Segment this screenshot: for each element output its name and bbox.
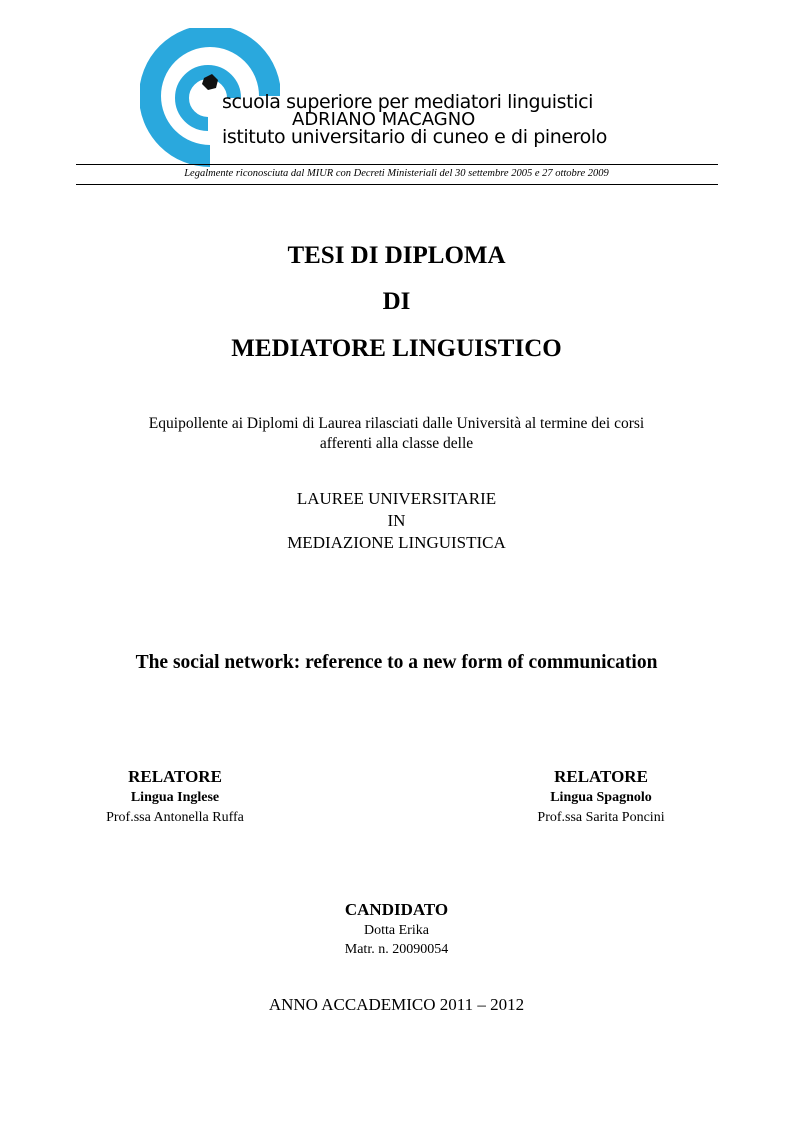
header-rule-top: [76, 164, 718, 165]
equipollence-line-1: Equipollente ai Diplomi di Laurea rilasciati dalle Università al termine dei corsi: [148, 415, 645, 432]
degree-class-line-1: LAUREE UNIVERSITARIE: [296, 489, 497, 508]
supervisor-english: [65, 766, 285, 828]
logo-text-institute: istituto universitario di cuneo e di pinerolo: [222, 126, 608, 148]
degree-class-line-2: IN: [387, 511, 406, 530]
degree-class-line-3: MEDIAZIONE LINGUISTICA: [287, 533, 506, 552]
equipollence-line-2: afferenti alla classe delle: [319, 435, 474, 452]
candidate-heading: CANDIDATO: [344, 900, 449, 919]
supervisor-spanish: [491, 766, 711, 828]
header-rule-bottom: [76, 184, 718, 185]
logo-text-name: ADRIANO MACAGNO: [292, 109, 476, 130]
title-line-3: MEDIATORE LINGUISTICO: [231, 335, 562, 362]
thesis-title: The social network: reference to a new form of communication: [135, 652, 658, 673]
candidate-matriculation: Matr. n. 20090054: [344, 942, 449, 957]
supervisor-name: Prof.ssa Antonella Ruffa: [106, 810, 244, 825]
title-line-1: TESI DI DIPLOMA: [287, 242, 506, 269]
supervisor-heading: RELATORE: [128, 767, 222, 786]
candidate-name: Dotta Erika: [364, 923, 429, 938]
title-line-2: DI: [382, 288, 411, 315]
academic-year: ANNO ACCADEMICO 2011 – 2012: [268, 995, 525, 1014]
supervisor-subject: Lingua Inglese: [130, 790, 220, 805]
logo-text-school: scuola superiore per mediatori linguistici: [222, 91, 594, 113]
legal-recognition-note: Legalmente riconosciuta dal MIUR con Decreti Ministeriali del 30 settembre 2005 e 27 ottobre 2009: [184, 168, 609, 179]
supervisor-heading: RELATORE: [554, 767, 648, 786]
supervisor-subject: Lingua Spagnolo: [550, 790, 652, 805]
supervisor-name: Prof.ssa Sarita Poncini: [537, 810, 665, 825]
